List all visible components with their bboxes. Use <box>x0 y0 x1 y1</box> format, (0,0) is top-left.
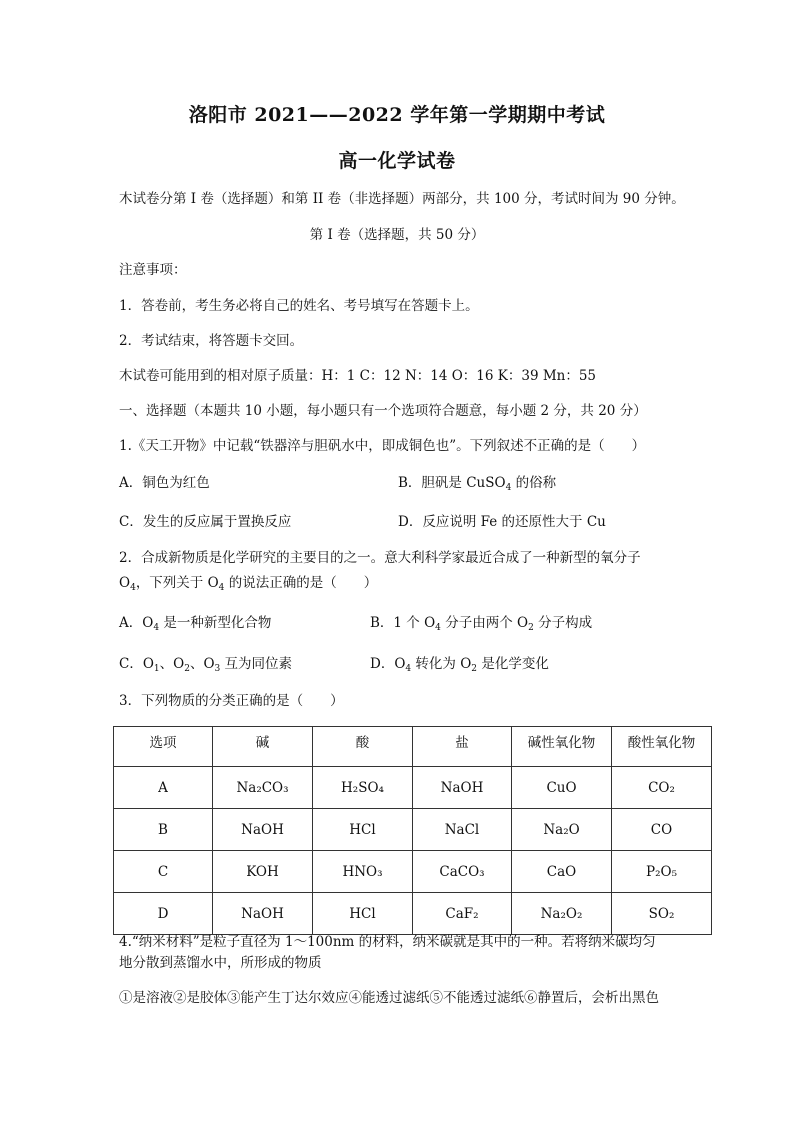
atomic-masses: 木试卷可能用到的相对原子质量：H：1 C：12 N：14 O：16 K：39 Mn：55 <box>119 368 597 384</box>
q1-option-a: A．铜色为红色 <box>119 475 210 491</box>
q2-d-text: D．O <box>370 656 406 672</box>
table-header-row <box>114 727 712 767</box>
q2-b-sub2: 2 <box>528 623 534 633</box>
q2-c-text2: 、O <box>159 656 185 672</box>
q2-c-text: C．O <box>119 656 154 672</box>
note-1: 1．答卷前，考生务必将自己的姓名、考号填写在答题卡上。 <box>119 298 479 314</box>
table-row <box>114 893 712 935</box>
table-header-cell: 选项 <box>114 727 213 767</box>
table-cell: NaOH <box>213 893 313 935</box>
q1-b-text2: 的俗称 <box>511 475 557 491</box>
q2-stem-sub: 4 <box>130 583 136 593</box>
table-header-cell: 盐 <box>413 727 512 767</box>
table-cell: CaF₂ <box>413 893 512 935</box>
section1-heading: 一、选择题（本题共 10 小题，每小题只有一个选项符合题意，每小题 2 分，共 20 分） <box>119 403 647 419</box>
table-cell: Na₂O <box>512 809 612 851</box>
q1-stem: 1.《天工开物》中记载“铁器淬与胆矾水中，即成铜色也”。下列叙述不正确的是（ ） <box>119 438 646 454</box>
q4-stem-line2: 地分散到蒸馏水中，所形成的物质 <box>119 955 322 971</box>
q2-stem-text3: 的说法正确的是（ ） <box>224 575 378 591</box>
table-cell: SO₂ <box>612 893 712 935</box>
table-cell: NaCl <box>413 809 512 851</box>
table-cell: Na₂CO₃ <box>213 767 313 809</box>
table-header-cell: 碱 <box>213 727 313 767</box>
q2-d-sub2: 2 <box>471 664 478 674</box>
table-cell: KOH <box>213 851 313 893</box>
q2-b-sub1: 4 <box>435 623 441 633</box>
q2-stem-line2 <box>119 574 377 592</box>
q2-a-sub: 4 <box>153 623 160 633</box>
table-cell: CaCO₃ <box>413 851 512 893</box>
q2-d-sub1: 4 <box>405 664 412 674</box>
table-header-cell: 酸 <box>313 727 413 767</box>
table-header-cell: 碱性氧化物 <box>512 727 612 767</box>
q2-stem-text2: ，下列关于 O <box>135 575 219 591</box>
table-cell: CuO <box>512 767 612 809</box>
table-cell: HNO₃ <box>313 851 413 893</box>
q2-c-text4: 互为同位素 <box>220 656 293 672</box>
q2-d-text3: 是化学变化 <box>477 656 549 672</box>
q4-stem-line1: 4.“纳米材料”是粒子直径为 1～100nm 的材料，纳米碳就是其中的一种。若将纳米碳均匀 <box>119 934 656 950</box>
q1-b-sub: 4 <box>505 483 512 493</box>
q2-a-text: A．O <box>119 615 154 631</box>
q2-option-a <box>119 614 271 632</box>
q2-b-text: B．1 个 O <box>370 615 436 631</box>
table-header-cell: 酸性氧化物 <box>612 727 712 767</box>
q2-stem-sub2: 4 <box>218 583 225 593</box>
table-cell: CaO <box>512 851 612 893</box>
notes-title: 注意事项： <box>119 262 187 278</box>
table-cell: NaOH <box>213 809 313 851</box>
intro-line: 木试卷分第 I 卷（选择题）和第 II 卷（非选择题）两部分，共 100 分，考试时间为 90 分钟。 <box>119 191 685 207</box>
table-row <box>114 851 712 893</box>
q2-d-text2: 转化为 O <box>411 656 472 672</box>
exam-subtitle: 高一化学试卷 <box>338 150 456 172</box>
table-row <box>114 767 712 809</box>
q2-stem-line1: 2．合成新物质是化学研究的主要目的之一。意大利科学家最近合成了一种新型的氧分子 <box>119 550 641 566</box>
table-cell: B <box>114 809 213 851</box>
q2-option-b <box>370 614 592 632</box>
table-cell: H₂SO₄ <box>313 767 413 809</box>
table-cell: P₂O₅ <box>612 851 712 893</box>
q1-option-b <box>398 474 556 492</box>
q3-stem: 3．下列物质的分类正确的是（ ） <box>119 693 344 709</box>
note-2: 2．考试结束，将答题卡交回。 <box>119 333 304 349</box>
q2-c-sub1: 1 <box>153 664 160 674</box>
table-cell: Na₂O₂ <box>512 893 612 935</box>
table-cell: C <box>114 851 213 893</box>
table-cell: HCl <box>313 893 413 935</box>
table-cell: CO₂ <box>612 767 712 809</box>
q2-c-text3: 、O <box>189 656 215 672</box>
table-row <box>114 809 712 851</box>
q2-c-sub3: 3 <box>214 664 221 674</box>
q2-c-sub2: 2 <box>184 664 190 674</box>
q2-stem-text: O <box>119 575 131 591</box>
table-cell: A <box>114 767 213 809</box>
q2-b-text3: 分子构成 <box>533 615 593 631</box>
part1-heading: 第 I 卷（选择题，共 50 分） <box>309 227 485 243</box>
table-cell: CO <box>612 809 712 851</box>
table-cell: NaOH <box>413 767 512 809</box>
table-cell: HCl <box>313 809 413 851</box>
q2-b-text2: 分子由两个 O <box>440 615 529 631</box>
q4-options: ①是溶液②是胶体③能产生丁达尔效应④能透过滤纸⑤不能透过滤纸⑥静置后，会析出黑色 <box>119 990 659 1006</box>
table-cell: D <box>114 893 213 935</box>
q2-a-text2: 是一种新型化合物 <box>159 615 272 631</box>
q2-option-d <box>370 655 549 673</box>
q1-option-d: D．反应说明 Fe 的还原性大于 Cu <box>398 514 606 530</box>
classification-table <box>113 726 712 935</box>
q1-option-c: C．发生的反应属于置换反应 <box>119 514 292 530</box>
exam-title: 洛阳市 2021——2022 学年第一学期期中考试 <box>188 104 606 126</box>
q1-b-text: B．胆矾是 CuSO <box>398 475 506 491</box>
q2-option-c <box>119 655 292 673</box>
